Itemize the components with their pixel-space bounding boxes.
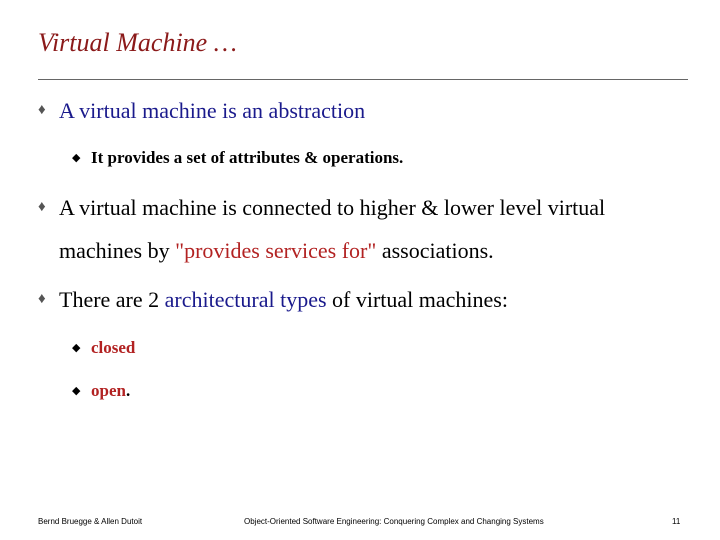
diamond-bullet-icon: ♦ xyxy=(38,102,46,118)
bullet-2-line-1: A virtual machine is connected to higher & lower level virtual xyxy=(59,195,606,220)
bullet-2-line-2 xyxy=(59,238,494,264)
footer-authors: Bernd Bruegge & Allen Dutoit xyxy=(38,517,143,526)
diamond-bullet-icon: ♦ xyxy=(38,199,46,215)
diamond-bullet-icon: ♦ xyxy=(38,291,46,307)
sub-bullet-1-text: It provides a set of attributes & operations. xyxy=(91,148,404,167)
sub-bullet-3-text xyxy=(91,381,130,401)
footer-page-number: 11 xyxy=(672,517,681,526)
bullet-2-quote: "provides services for" xyxy=(175,238,377,263)
title-rule xyxy=(38,79,688,80)
slide-title: Virtual Machine … xyxy=(38,28,237,57)
sub-bullet-3-suffix: . xyxy=(125,381,131,400)
bullet-3-highlight: architectural types xyxy=(164,287,327,312)
bullet-1-text: A virtual machine is an abstraction xyxy=(59,98,366,123)
diamond-sub-bullet-icon: ◆ xyxy=(72,342,81,354)
sub-bullet-3-word: open xyxy=(91,381,126,400)
footer-book-title: Object-Oriented Software Engineering: Conquering Complex and Changing Systems xyxy=(244,517,544,526)
bullet-2-line-2-post: associations. xyxy=(376,238,494,263)
bullet-3-text xyxy=(59,287,508,313)
bullet-2-line-2-pre: machines by xyxy=(59,238,176,263)
sub-bullet-2-text: closed xyxy=(91,338,136,357)
bullet-3-post: of virtual machines: xyxy=(326,287,508,312)
diamond-sub-bullet-icon: ◆ xyxy=(72,385,81,397)
bullet-3-pre: There are 2 xyxy=(59,287,165,312)
diamond-sub-bullet-icon: ◆ xyxy=(72,152,81,164)
